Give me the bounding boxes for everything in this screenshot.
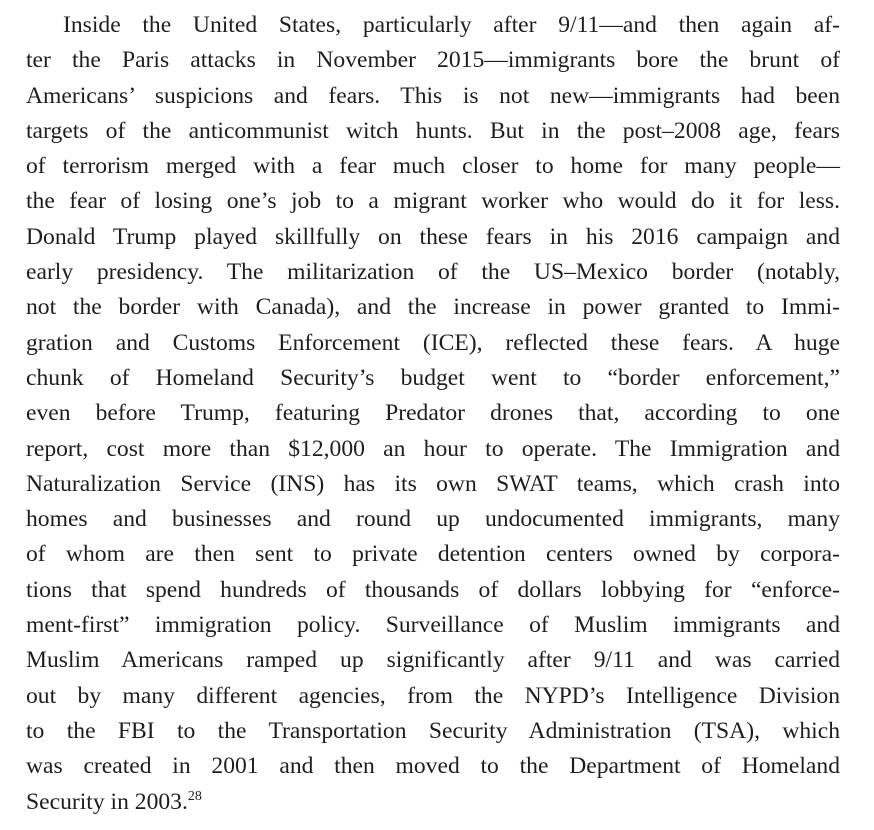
text-line: Inside the United States, particularly after 9/11—and then again af- bbox=[63, 12, 840, 38]
text-page bbox=[26, 8, 840, 820]
text-line: early presidency. The militarization of the US–Mexico border (notably, bbox=[26, 259, 840, 286]
text-line: Donald Trump played skillfully on these fears in his 2016 campaign and bbox=[26, 223, 840, 250]
text-line: chunk of Homeland Security’s budget went to “border enforcement,” bbox=[26, 364, 840, 391]
text-line: the fear of losing one’s job to a migrant worker who would do it for less. bbox=[26, 188, 840, 215]
footnote-marker: 28 bbox=[187, 788, 202, 804]
text-line: out by many different agencies, from the NYPD’s Intelligence Division bbox=[26, 682, 840, 709]
text-line: ment-first” immigration policy. Surveillance of Muslim immigrants and bbox=[26, 612, 840, 639]
text-line: not the border with Canada), and the increase in power granted to Immi- bbox=[26, 294, 840, 321]
text-line: homes and businesses and round up undocumented immigrants, many bbox=[26, 506, 840, 533]
final-sentence: Security in 2003. bbox=[26, 788, 188, 815]
text-line: gration and Customs Enforcement (ICE), reflected these fears. A huge bbox=[26, 329, 840, 356]
text-line: Americans’ suspicions and fears. This is not new—immigrants had been bbox=[26, 82, 840, 109]
text-line: was created in 2001 and then moved to the Department of Homeland bbox=[26, 753, 840, 780]
text-line: ter the Paris attacks in November 2015—immigrants bore the brunt of bbox=[26, 47, 840, 74]
text-line: of terrorism merged with a fear much closer to home for many people— bbox=[26, 153, 840, 180]
text-line: of whom are then sent to private detention centers owned by corpora- bbox=[26, 541, 840, 568]
text-line: to the FBI to the Transportation Security Administration (TSA), which bbox=[26, 717, 840, 744]
text-line: report, cost more than $12,000 an hour to operate. The Immigration and bbox=[26, 435, 840, 462]
text-line: Muslim Americans ramped up significantly after 9/11 and was carried bbox=[26, 647, 840, 674]
text-line: tions that spend hundreds of thousands of dollars lobbying for “enforce- bbox=[26, 576, 840, 603]
text-line: Naturalization Service (INS) has its own SWAT teams, which crash into bbox=[26, 470, 840, 497]
text-line-last bbox=[26, 785, 840, 820]
text-line: targets of the anticommunist witch hunts. But in the post–2008 age, fears bbox=[26, 117, 840, 144]
text-line: even before Trump, featuring Predator drones that, according to one bbox=[26, 400, 840, 427]
